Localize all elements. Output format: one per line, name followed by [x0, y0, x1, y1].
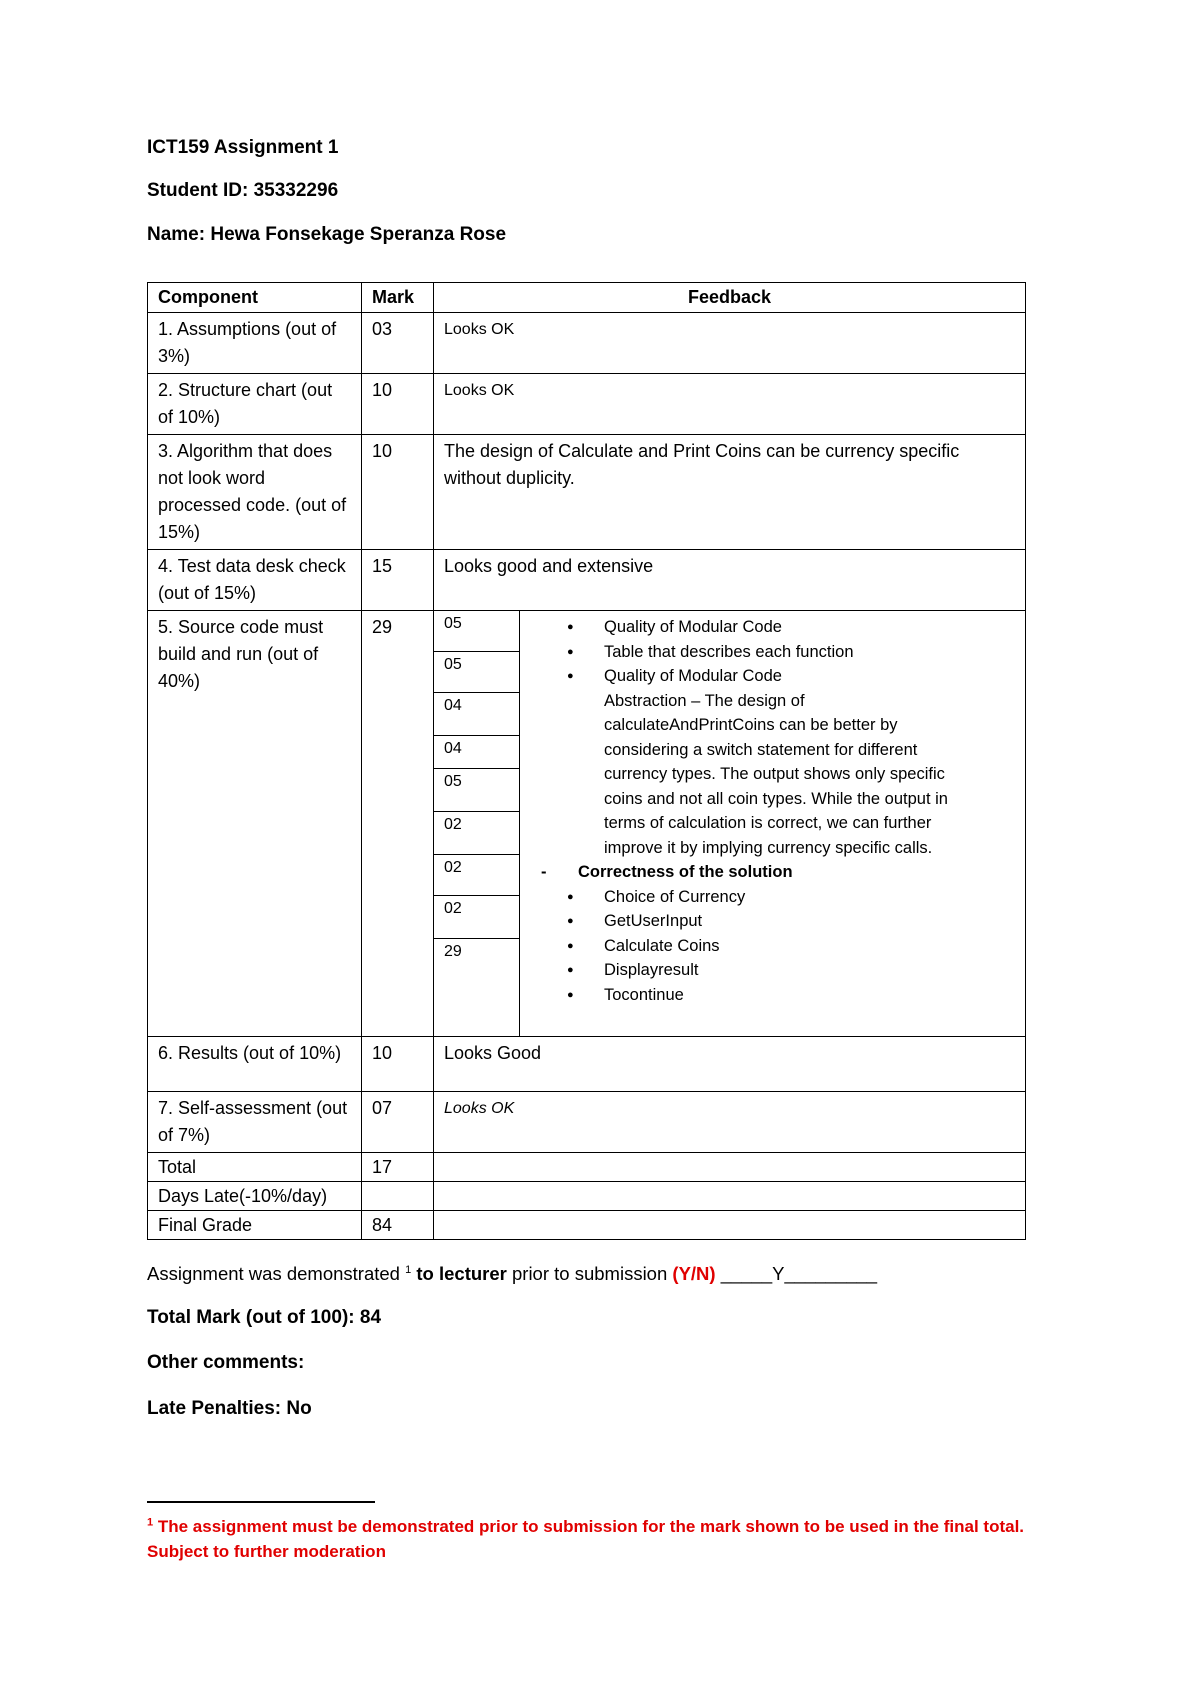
feedback-cell: [434, 1153, 1026, 1182]
header-mark: Mark: [362, 283, 434, 313]
abstraction-line: currency types. The output shows only specific: [604, 765, 945, 783]
sub-mark: 02: [434, 896, 519, 939]
mark-cell: 17: [362, 1153, 434, 1182]
demo-answer: _____Y_________: [715, 1263, 878, 1284]
component-cell: Days Late(-10%/day): [148, 1182, 362, 1211]
total-mark: Total Mark (out of 100): 84: [147, 1307, 382, 1328]
abstraction-line: considering a switch statement for different: [604, 740, 918, 759]
feedback-cell: Looks OK: [434, 1092, 1026, 1153]
abstraction-line: terms of calculation is correct, we can further: [604, 814, 932, 832]
demo-text-2: prior to submission: [506, 1263, 673, 1284]
mark-cell: 10: [362, 435, 434, 550]
sub-mark: 29: [444, 943, 462, 960]
list-item: ● Quality of Modular Code: [520, 664, 1025, 689]
component-cell: 4. Test data desk check (out of 15%): [148, 550, 362, 611]
mark-cell: 10: [362, 374, 434, 435]
source-code-feedback: [434, 611, 1026, 1037]
student-id: Student ID: 35332296: [147, 180, 339, 201]
list-item: ● Choice of Currency: [520, 885, 1025, 910]
sub-mark: 05: [434, 769, 519, 812]
feedback-cell: Looks good and extensive: [434, 550, 1026, 611]
table-row: [148, 1211, 1026, 1240]
list-item: ● Calculate Coins: [520, 934, 1025, 959]
component-cell: Final Grade: [148, 1211, 362, 1240]
abstraction-line: coins and not all coin types. While the output in: [604, 789, 948, 808]
correctness-heading: - Correctness of the solution: [520, 860, 1025, 885]
footnote-ref: 1: [405, 1263, 412, 1276]
source-feedback-list: [520, 611, 1025, 1036]
component-cell: 6. Results (out of 10%): [148, 1037, 362, 1092]
student-name: Name: Hewa Fonsekage Speranza Rose: [147, 224, 507, 245]
footnote-text: The assignment must be demonstrated prior to submission for the mark shown to be used in the final total. Subject to further moderation: [147, 1517, 1025, 1561]
list-item: ● Tocontinue: [520, 983, 1025, 1008]
demo-to: to: [411, 1263, 439, 1284]
sub-marks-column: [434, 611, 520, 1036]
abstraction-line: calculateAndPrintCoins can be better by: [604, 716, 898, 734]
component-cell: 1. Assumptions (out of 3%): [148, 313, 362, 374]
table-row: [148, 313, 1026, 374]
marking-table: [147, 282, 1026, 1240]
table-row: [148, 1153, 1026, 1182]
table-row: [148, 435, 1026, 550]
feedback-cell: Looks OK: [434, 374, 1026, 435]
table-row: [148, 1092, 1026, 1153]
mark-cell: 07: [362, 1092, 434, 1153]
header-component: Component: [148, 283, 362, 313]
feedback-cell: Looks OK: [434, 313, 1026, 374]
list-item: ● Displayresult: [520, 958, 1025, 983]
list-item: ● Table that describes each function: [520, 640, 1025, 665]
footnote-number: 1: [147, 1516, 154, 1529]
table-row: [148, 611, 1026, 1037]
demonstration-line: [147, 1263, 877, 1285]
footnote: [147, 1514, 1087, 1564]
mark-cell: 10: [362, 1037, 434, 1092]
table-row: [148, 374, 1026, 435]
mark-cell: 15: [362, 550, 434, 611]
table-row: [148, 1037, 1026, 1092]
mark-cell: 03: [362, 313, 434, 374]
demo-yn: (Y/N): [672, 1263, 716, 1284]
component-cell: 7. Self-assessment (out of 7%): [148, 1092, 362, 1153]
feedback-cell: [434, 1211, 1026, 1240]
mark-cell: [362, 1182, 434, 1211]
other-comments: Other comments:: [147, 1352, 305, 1373]
sub-mark: 04: [434, 693, 519, 736]
component-cell: 5. Source code must build and run (out of 40%): [148, 611, 362, 1037]
document-title: ICT159 Assignment 1: [147, 137, 339, 158]
component-cell: 3. Algorithm that does not look word processed code. (out of 15%): [148, 435, 362, 550]
table-row: [148, 550, 1026, 611]
sub-mark: 05: [434, 652, 519, 693]
list-item: ● Quality of Modular Code: [520, 615, 1025, 640]
feedback-cell: The design of Calculate and Print Coins can be currency specific without duplicity.: [434, 435, 1026, 550]
header-feedback: Feedback: [434, 283, 1026, 313]
component-cell: Total: [148, 1153, 362, 1182]
late-penalties: Late Penalties: No: [147, 1398, 312, 1419]
component-cell: 2. Structure chart (out of 10%): [148, 374, 362, 435]
sub-mark: 02: [434, 855, 519, 896]
demo-text: Assignment was demonstrated: [147, 1263, 400, 1284]
table-header-row: [148, 283, 1026, 313]
demo-lecturer: lecturer: [438, 1263, 507, 1284]
table-row: [148, 1182, 1026, 1211]
abstraction-line: improve it by implying currency specific calls.: [604, 838, 933, 857]
sub-mark: 05: [434, 611, 519, 652]
list-item: ● GetUserInput: [520, 909, 1025, 934]
footnote-rule: [147, 1501, 375, 1503]
sub-mark: 02: [434, 812, 519, 855]
mark-cell: 29: [362, 611, 434, 1037]
feedback-cell: Looks Good: [434, 1037, 1026, 1092]
abstraction-line: Abstraction – The design of: [604, 691, 805, 710]
feedback-cell: [434, 1182, 1026, 1211]
sub-mark: 04: [434, 736, 519, 769]
mark-cell: 84: [362, 1211, 434, 1240]
